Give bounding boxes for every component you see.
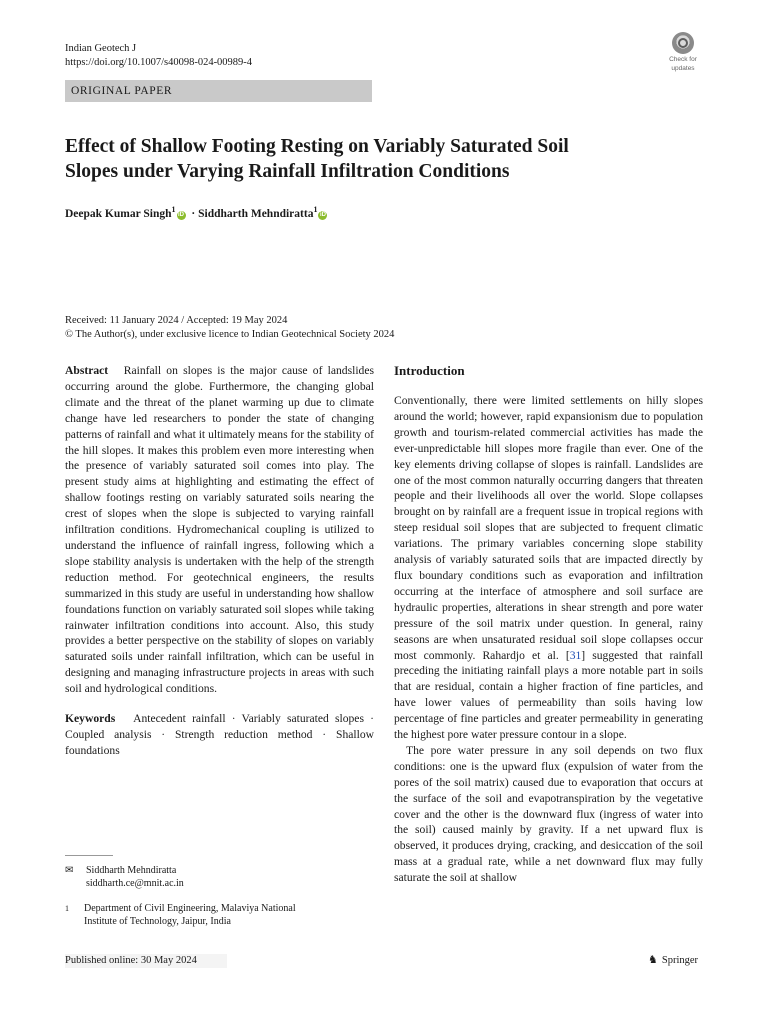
right-column xyxy=(394,363,703,886)
author-affiliation-sup: 1 xyxy=(313,205,318,214)
received-accepted: Received: 11 January 2024 / Accepted: 19 May 2024 xyxy=(65,315,288,326)
affiliation xyxy=(65,902,344,928)
published-online: Published online: 30 May 2024 xyxy=(65,954,227,968)
author-list xyxy=(65,202,330,222)
orcid-icon[interactable]: iD xyxy=(178,211,185,218)
correspondence xyxy=(65,864,184,890)
abstract-text: Rainfall on slopes is the major cause of landslides occurring around the globe. Furthermore, the changing global climate and the threat of the planet warming up due to climate change have led researchers to ponder the state of changing patterns of rainfall and what it ultimately means for the stability of the hill slopes. It makes this problem even more interesting when the presence of variably saturated soil comes into play. The present study aims at highlighting and estimating the effect of shallow footings resting on variably saturated soils nearing the crest of slopes when the slope is subjected to varying rainfall infiltration conditions. Hydromechanical coupling is utilized to understand the influence of rainfall ingress, following which a slope stability analysis is undertaken with the help of the strength reduction method. For geotechnical engineers, the results summarized in this study are useful in understanding how shallow foundations function on variably saturated soil slopes while taking rainwater infiltration conditions into account. Also, this study provides a better perspective on the stability of slopes on variably saturated soils under rainfall infiltration, which can be useful in designing and managing infrastructure projects in areas with such soil and hydrological conditions. xyxy=(65,364,374,696)
left-column xyxy=(65,363,374,759)
footnote-divider xyxy=(65,855,113,856)
check-updates-icon xyxy=(672,32,694,54)
intro-p1-text: Conventionally, there were limited settlements on hilly slopes around the world; however, rapid expansionism due to population growth and tourism-related commercial activities has made the ever-unpredictable hill slopes more fragile than ever. One of the key elements driving collapse of slopes is rainfall. Landslides are one of the most common naturally occurring dangers that threaten people and their livelihoods all over the world. Slope collapses brought on by rainfall are a frequent issue in tropical regions with steep residual soil slopes that are subjected to frequent climatic variations. The primary variables concerning slope stability analysis of variably saturated soils that are impacted directly by flux boundary conditions such as evaporation and infiltration occurring at the interface of atmosphere and soil surface are hydraulic properties, alterations in shear strength and pore water pressure of the soil matrix under question. In general, rainy seasons are when unsaturated residual soil slope collapses occur most commonly. Rahardjo et al. [ xyxy=(394,394,703,662)
intro-paragraph-1 xyxy=(394,393,703,743)
abstract xyxy=(65,363,374,697)
citation-link[interactable]: 31 xyxy=(569,648,582,662)
journal-header xyxy=(65,42,252,70)
affiliation-number: 1 xyxy=(65,904,69,913)
abstract-label: Abstract xyxy=(65,364,109,377)
keywords-label: Keywords xyxy=(65,712,116,726)
article-type: ORIGINAL PAPER xyxy=(71,85,173,97)
corresponding-author: Siddharth Mehndiratta xyxy=(86,865,177,876)
orcid-icon[interactable]: iD xyxy=(319,211,326,218)
check-for-updates-badge[interactable] xyxy=(663,32,703,70)
intro-paragraph-2: The pore water pressure in any soil depends on two flux conditions: one is the upward flux (expulsion of water from the pores of the soil matrix) caused due to evaporation that occurs at the surface of the soil and evapotranspiration by the vegetative cover and the other is the downward flux (ingress of water into the soil) caused mainly by gravity. If a net upward flux is observed, it produces drying, cracking, and desiccation of the soil mass at a gradual rate, while a net downward flux may fully saturate the soil at shallow xyxy=(394,743,703,885)
corresponding-email[interactable]: siddharth.ce@mnit.ac.in xyxy=(86,878,184,889)
article-title xyxy=(65,134,665,184)
envelope-icon: ✉ xyxy=(65,865,74,876)
journal-name: Indian Geotech J xyxy=(65,43,137,54)
keywords-text: Antecedent rainfall · Variably saturated slopes · Coupled analysis · Strength reduction method · Shallow foundations xyxy=(65,712,374,757)
article-dates xyxy=(65,314,394,342)
author-separator: · xyxy=(191,207,196,220)
article-type-bar xyxy=(65,80,372,102)
keywords xyxy=(65,711,374,759)
author-affiliation-sup: 1 xyxy=(171,205,176,214)
copyright: © The Author(s), under exclusive licence to Indian Geotechnical Society 2024 xyxy=(65,329,395,340)
title-line-1: Effect of Shallow Footing Resting on Variably Saturated Soil xyxy=(65,136,569,157)
badge-text-1: Check for xyxy=(669,56,697,63)
affiliation-line-2: Institute of Technology, Jaipur, India xyxy=(84,916,231,927)
author-name[interactable]: Siddharth Mehndiratta xyxy=(198,207,314,220)
section-heading-introduction: Introduction xyxy=(394,363,465,378)
author-name[interactable]: Deepak Kumar Singh xyxy=(65,207,172,220)
publisher-logo xyxy=(648,953,698,968)
title-line-2: Slopes under Varying Rainfall Infiltration Conditions xyxy=(65,161,510,182)
affiliation-line-1: Department of Civil Engineering, Malaviya National xyxy=(84,903,296,914)
intro-p1-text-cont: ] suggested that rainfall preceding the initiating rainfall plays a more notable part in soils that are residual, contain a higher fraction of fine particles, and have lower values of permeability than soils having low percentage of fine particles and greater permeability in generating the highest pore water pressure contour in a slope. xyxy=(394,648,703,742)
publisher-name: Springer xyxy=(661,955,699,966)
affiliation-text xyxy=(84,902,344,928)
springer-horse-icon: ♞ xyxy=(648,953,658,966)
doi-link[interactable]: https://doi.org/10.1007/s40098-024-00989-4 xyxy=(65,57,253,68)
badge-text-2: updates xyxy=(671,65,695,72)
